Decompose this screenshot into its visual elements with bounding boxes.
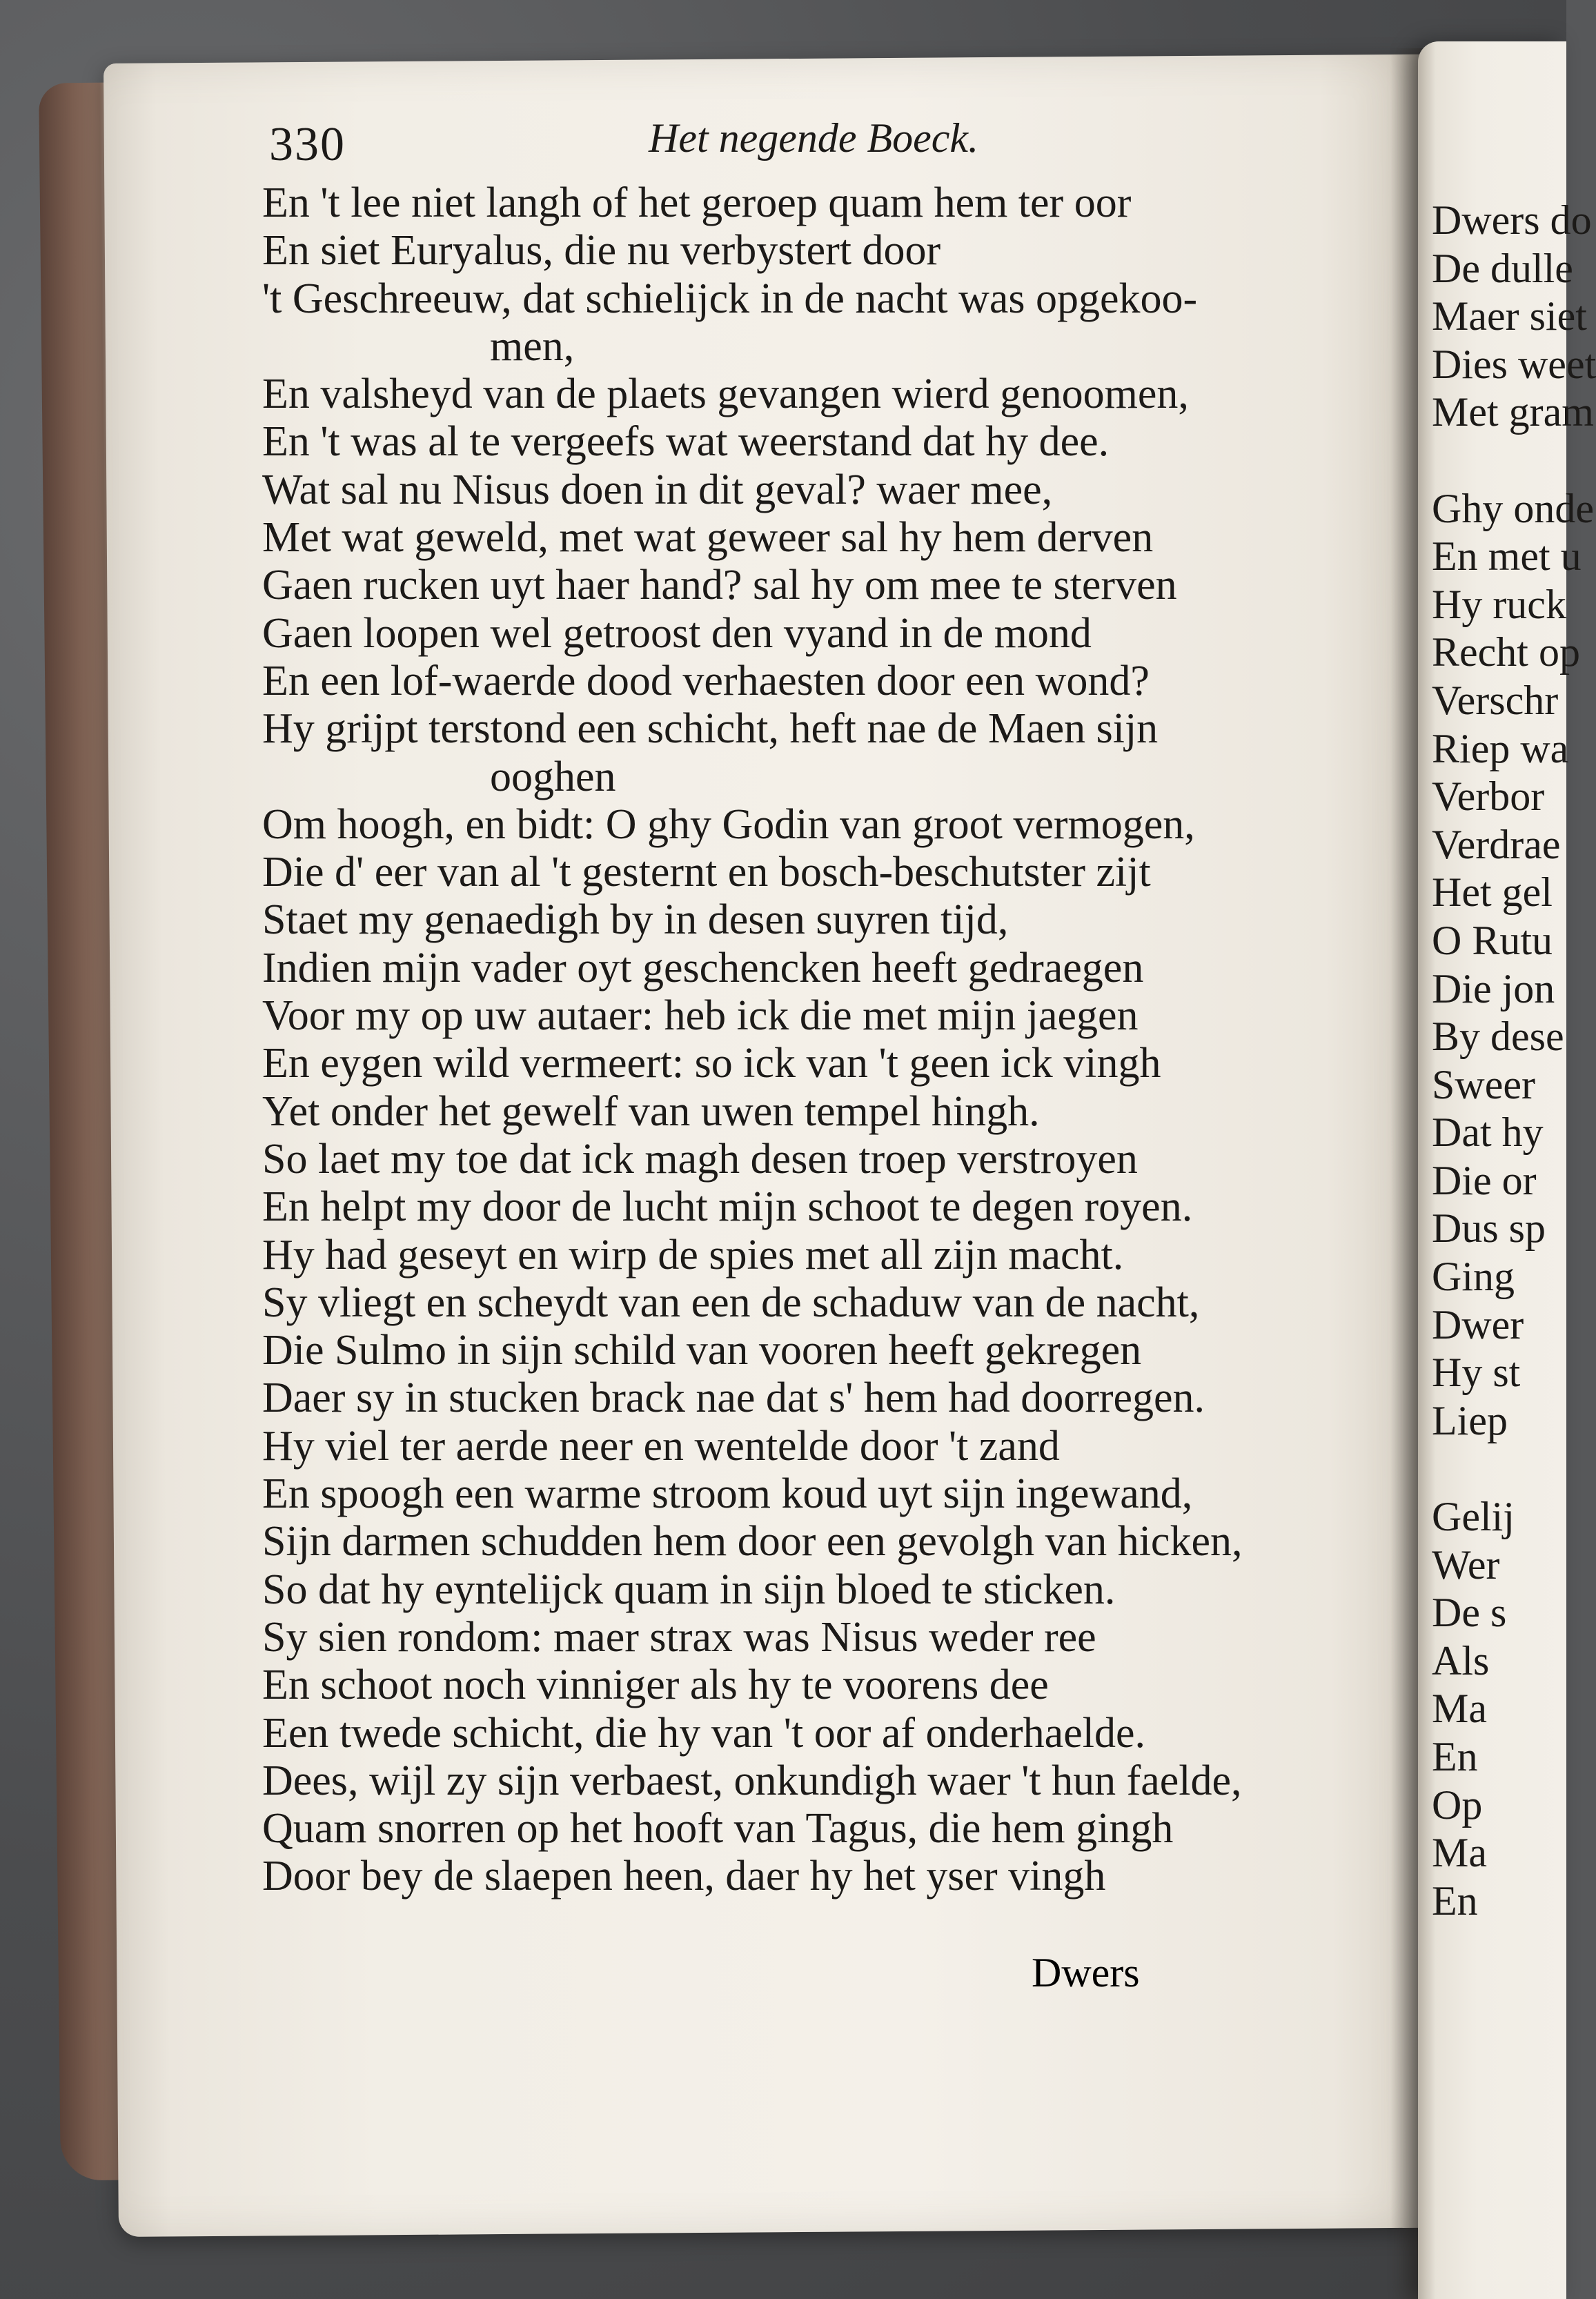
- facing-page-line: De s: [1432, 1590, 1507, 1636]
- verse-line: Met wat geweld, met wat geweer sal hy hem derven: [262, 514, 1154, 562]
- facing-page-line: Met gram: [1432, 389, 1594, 435]
- facing-page-line: Die or: [1432, 1157, 1537, 1203]
- verse-line: Gaen loopen wel getroost den vyand in de mond: [262, 609, 1092, 657]
- facing-page-line: Gelij: [1432, 1494, 1515, 1540]
- facing-page-line: Als: [1432, 1637, 1490, 1684]
- running-title: Het negende Boeck.: [649, 115, 979, 161]
- facing-page-line: Dwers do: [1432, 197, 1592, 243]
- verse-line: men,: [490, 322, 575, 370]
- facing-page-line: Hy st: [1432, 1350, 1521, 1396]
- facing-page-line: Ghy onde: [1432, 485, 1594, 531]
- verse-line: En eygen wild vermeert: so ick van 't geen ick vingh: [262, 1040, 1161, 1087]
- facing-page-line: Maer siet: [1432, 293, 1587, 339]
- verse-line: Die d' eer van al 't gesternt en bosch-beschutster zijt: [262, 849, 1151, 896]
- verse-line: Sijn darmen schudden hem door een gevolgh van hicken,: [262, 1518, 1243, 1566]
- facing-page-line: Dies weet: [1432, 341, 1596, 387]
- verse-line: En helpt my door de lucht mijn schoot te degen royen.: [262, 1183, 1193, 1231]
- facing-page-line: Dwer: [1432, 1301, 1524, 1348]
- verse-line: Quam snorren op het hooft van Tagus, die hem gingh: [262, 1805, 1174, 1853]
- page-number: 330: [269, 118, 346, 171]
- facing-page-line: Liep: [1432, 1397, 1508, 1443]
- facing-page-line: Riep wa: [1432, 725, 1569, 771]
- verse-line: ooghen: [490, 753, 616, 800]
- facing-page-line: Verdrae: [1432, 821, 1561, 867]
- facing-page-line: Ma: [1432, 1830, 1487, 1876]
- facing-page-line: Ging: [1432, 1254, 1515, 1300]
- facing-page-line: Het gel: [1432, 869, 1553, 916]
- verse-line: Staet my genaedigh by in desen suyren tijd,: [262, 896, 1009, 944]
- verse-lines: [262, 179, 1401, 1901]
- facing-page-line: En: [1432, 1734, 1478, 1779]
- facing-page-line: O Rutu: [1432, 917, 1553, 963]
- verse-line: Indien mijn vader oyt geschencken heeft gedraegen: [262, 944, 1144, 991]
- verse-line: En schoot noch vinniger als hy te voorens dee: [262, 1661, 1049, 1709]
- verse-line: En een lof-waerde dood verhaesten door een wond?: [262, 657, 1150, 704]
- facing-page-line: De dulle: [1432, 245, 1573, 291]
- verse-line: Dees, wijl zy sijn verbaest, onkundigh waer 't hun faelde,: [262, 1757, 1242, 1804]
- verse-line: Hy grijpt terstond een schicht, heft nae de Maen sijn: [262, 705, 1159, 753]
- facing-page-line: Ma: [1432, 1686, 1487, 1732]
- verse-line: En siet Euryalus, die nu verbystert door: [262, 227, 941, 275]
- verse-line: En valsheyd van de plaets gevangen wierd genoomen,: [262, 371, 1189, 418]
- verse-line: Gaen rucken uyt haer hand? sal hy om mee te sterven: [262, 562, 1177, 609]
- verse-line: Sy sien rondom: maer strax was Nisus weder ree: [262, 1613, 1096, 1661]
- left-page-text: [262, 103, 1401, 1901]
- verse-line: 't Geschreeuw, dat schielijck in de nacht was opgekoo-: [262, 275, 1198, 322]
- facing-page-line: En: [1432, 1877, 1478, 1924]
- verse-line: Hy had geseyt en wirp de spies met all zijn macht.: [262, 1231, 1124, 1279]
- facing-page-line: Sweer: [1432, 1061, 1535, 1107]
- facing-page-line: Die jon: [1432, 965, 1555, 1012]
- running-head: [262, 103, 1401, 179]
- facing-page-text: [1432, 197, 1596, 1925]
- verse-line: Door bey de slaepen heen, daer hy het yser vingh: [262, 1853, 1106, 1900]
- facing-page-line: Hy ruck: [1432, 581, 1566, 627]
- verse-line: Sy vliegt en scheydt van een de schaduw van de nacht,: [262, 1279, 1200, 1326]
- verse-line: En 't was al te vergeefs wat weerstand dat hy dee.: [262, 418, 1110, 466]
- verse-line: Hy viel ter aerde neer en wentelde door 't zand: [262, 1422, 1060, 1470]
- facing-page-line: En met u: [1432, 533, 1582, 580]
- verse-line: En spoogh een warme stroom koud uyt sijn ingewand,: [262, 1470, 1193, 1518]
- facing-page-line: Dat hy: [1432, 1109, 1544, 1156]
- verse-line: Daer sy in stucken brack nae dat s' hem had doorregen.: [262, 1374, 1205, 1422]
- verse-line: So dat hy eyntelijck quam in sijn bloed te sticken.: [262, 1566, 1116, 1613]
- verse-line: Een twede schicht, die hy van 't oor af onderhaelde.: [262, 1709, 1145, 1757]
- verse-line: Yet onder het gewelf van uwen tempel hingh.: [262, 1087, 1040, 1135]
- facing-page-line: [1432, 437, 1584, 485]
- facing-page-line: Dus sp: [1432, 1205, 1546, 1252]
- catchword: Dwers: [1032, 1950, 1140, 1995]
- verse-line: En 't lee niet langh of het geroep quam hem ter oor: [262, 179, 1132, 226]
- verse-line: So laet my toe dat ick magh desen troep verstroyen: [262, 1135, 1138, 1183]
- facing-page-line: Op: [1432, 1782, 1483, 1828]
- verse-line: Die Sulmo in sijn schild van vooren heeft gekregen: [262, 1327, 1142, 1374]
- verse-line: Om hoogh, en bidt: O ghy Godin van groot vermogen,: [262, 800, 1195, 848]
- facing-page-line: Wer: [1432, 1541, 1500, 1588]
- facing-page-line: Verbor: [1432, 773, 1545, 820]
- facing-page-line: Verschr: [1432, 677, 1559, 723]
- verse-line: Wat sal nu Nisus doen in dit geval? waer mee,: [262, 466, 1053, 513]
- facing-page-line: Recht op: [1432, 629, 1580, 675]
- facing-page-line: By dese: [1432, 1014, 1564, 1060]
- verse-line: Voor my op uw autaer: heb ick die met mijn jaegen: [262, 992, 1139, 1040]
- facing-page-line: [1432, 1445, 1584, 1493]
